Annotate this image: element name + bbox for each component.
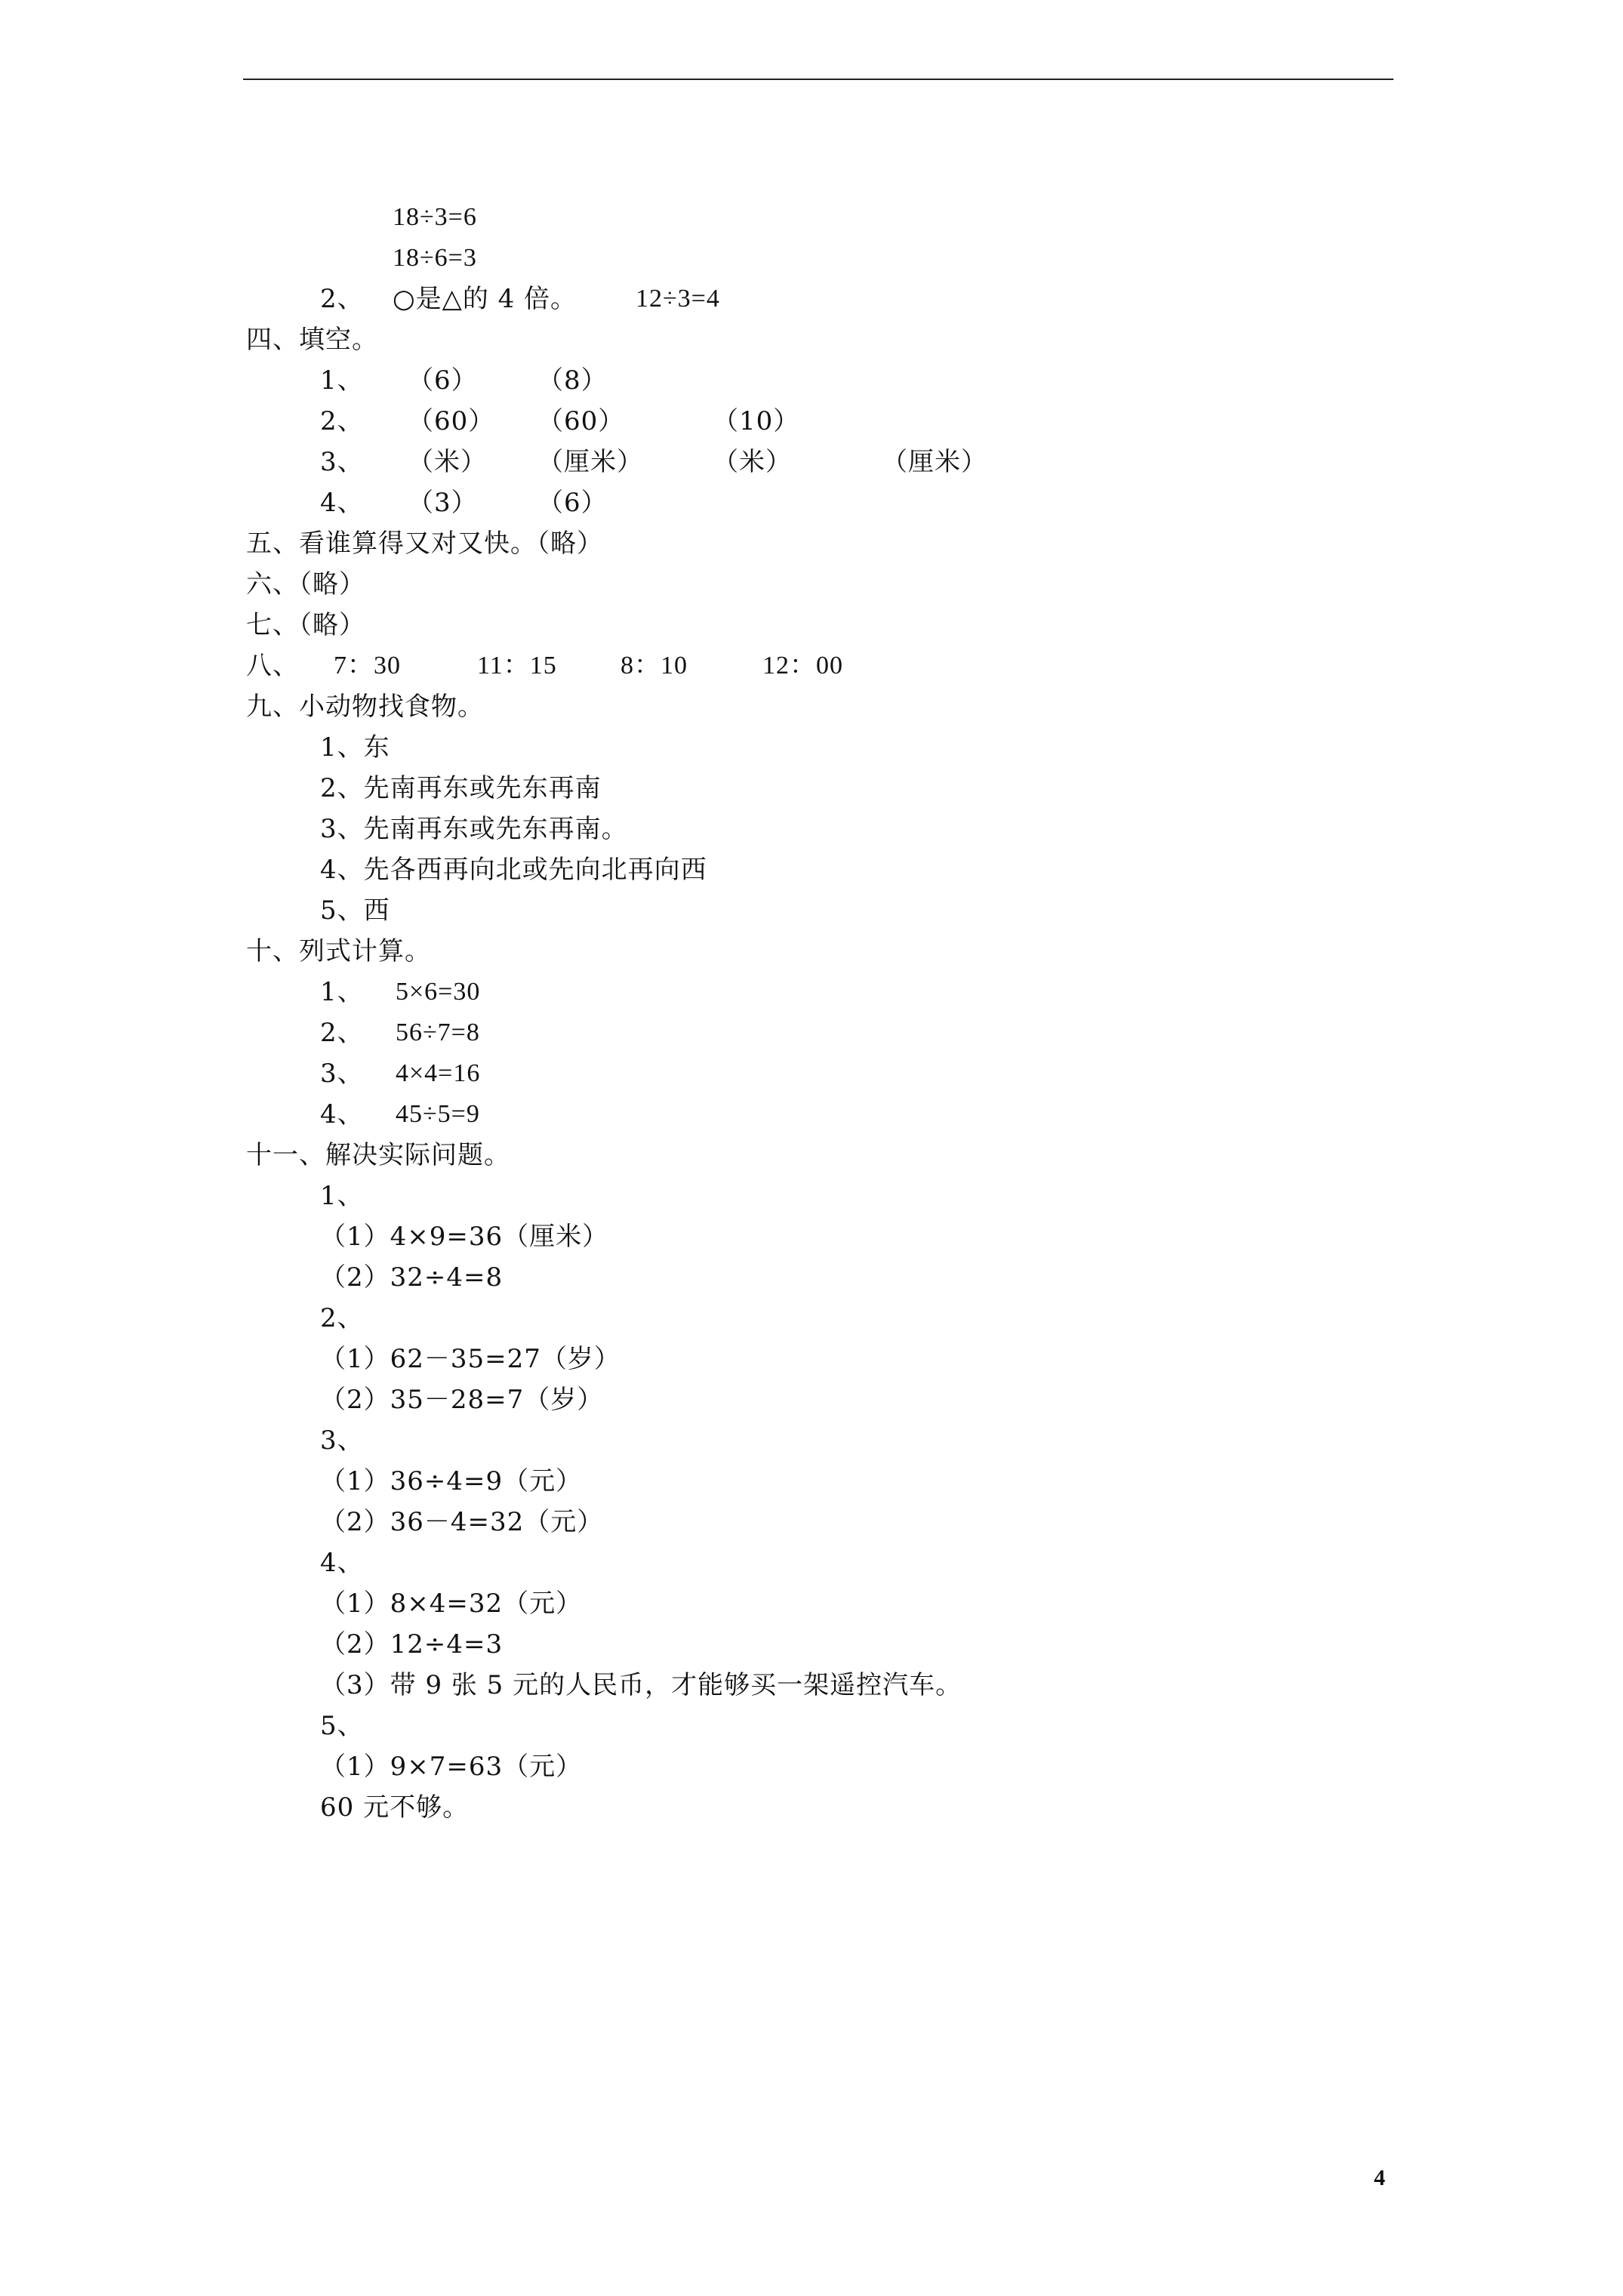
section-heading: 四、填空。	[246, 325, 378, 355]
item-number: 1、	[320, 977, 364, 1007]
text-line: 3、先南再东或先东再南。	[320, 814, 628, 844]
item-number: 3、	[320, 447, 364, 477]
answer-blank: （厘米）	[537, 447, 643, 477]
text-line: （1）62－35=27（岁）	[320, 1344, 621, 1374]
item-number: 4、	[320, 488, 364, 518]
answer-blank: （米）	[408, 447, 487, 477]
item-number: 2、	[320, 1018, 364, 1048]
answer-blank: （8）	[537, 365, 608, 396]
text-line: （1）36÷4=9（元）	[320, 1466, 583, 1496]
item-number: 4、	[320, 1548, 364, 1578]
text-line: （2）35－28=7（岁）	[320, 1385, 604, 1415]
item-number: 1、	[320, 365, 364, 396]
equation: 45÷5=9	[396, 1100, 480, 1128]
text-line: 2、先南再东或先东再南	[320, 773, 602, 803]
section-heading: 七、（略）	[246, 610, 365, 640]
answer-blank: （米）	[713, 447, 792, 477]
text-line: 1、东	[320, 732, 390, 763]
section-heading: 十、列式计算。	[246, 936, 431, 966]
text-line: 60 元不够。	[320, 1792, 470, 1823]
text-line: ○是△的 4 倍。	[393, 284, 577, 314]
answer-blank: （6）	[408, 365, 478, 396]
answer-blank: （60）	[408, 406, 495, 436]
item-number: 4、	[320, 1099, 364, 1130]
item-number: 5、	[320, 1711, 364, 1741]
page-number: 4	[1374, 2165, 1385, 2190]
answer-blank: （6）	[537, 488, 608, 518]
header-rule	[243, 79, 1394, 80]
item-number: 2、	[320, 284, 364, 314]
text-line: 5、西	[320, 895, 390, 926]
equation: 5×6=30	[396, 978, 481, 1006]
time-answer: 7：30	[334, 652, 401, 680]
section-heading: 五、看谁算得又对又快。（略）	[246, 529, 603, 559]
answer-blank: （厘米）	[882, 447, 987, 477]
text-line: （2）32÷4=8	[320, 1262, 504, 1293]
answer-blank: （60）	[537, 406, 625, 436]
text-line: （1）9×7=63（元）	[320, 1752, 583, 1782]
text-line: 4、先各西再向北或先向北再向西	[320, 855, 707, 885]
answer-blank: （3）	[408, 488, 478, 518]
text-line: （3）带 9 张 5 元的人民币，才能够买一架遥控汽车。	[320, 1670, 962, 1700]
text-line: （1）8×4=32（元）	[320, 1589, 583, 1619]
section-heading: 十一、解决实际问题。	[246, 1140, 510, 1170]
section-heading: 八、	[246, 651, 299, 681]
text-line: （1）4×9=36（厘米）	[320, 1222, 609, 1252]
answer-blank: （10）	[713, 406, 800, 436]
text-line: （2）12÷4=3	[320, 1629, 504, 1660]
section-heading: 六、（略）	[246, 569, 365, 599]
item-number: 2、	[320, 1303, 364, 1333]
time-answer: 12：00	[762, 652, 843, 680]
text-line: 18÷6=3	[393, 244, 477, 272]
equation: 4×4=16	[396, 1059, 481, 1087]
section-heading: 九、小动物找食物。	[246, 692, 484, 722]
time-answer: 8：10	[621, 652, 688, 680]
item-number: 3、	[320, 1059, 364, 1089]
equation: 56÷7=8	[396, 1019, 480, 1046]
item-number: 3、	[320, 1425, 364, 1456]
item-number: 2、	[320, 406, 364, 436]
text-line: （2）36－4=32（元）	[320, 1507, 604, 1537]
text-line: 18÷3=6	[393, 203, 477, 231]
item-number: 1、	[320, 1181, 364, 1211]
time-answer: 11：15	[477, 652, 557, 680]
text-line: 12÷3=4	[636, 285, 720, 313]
